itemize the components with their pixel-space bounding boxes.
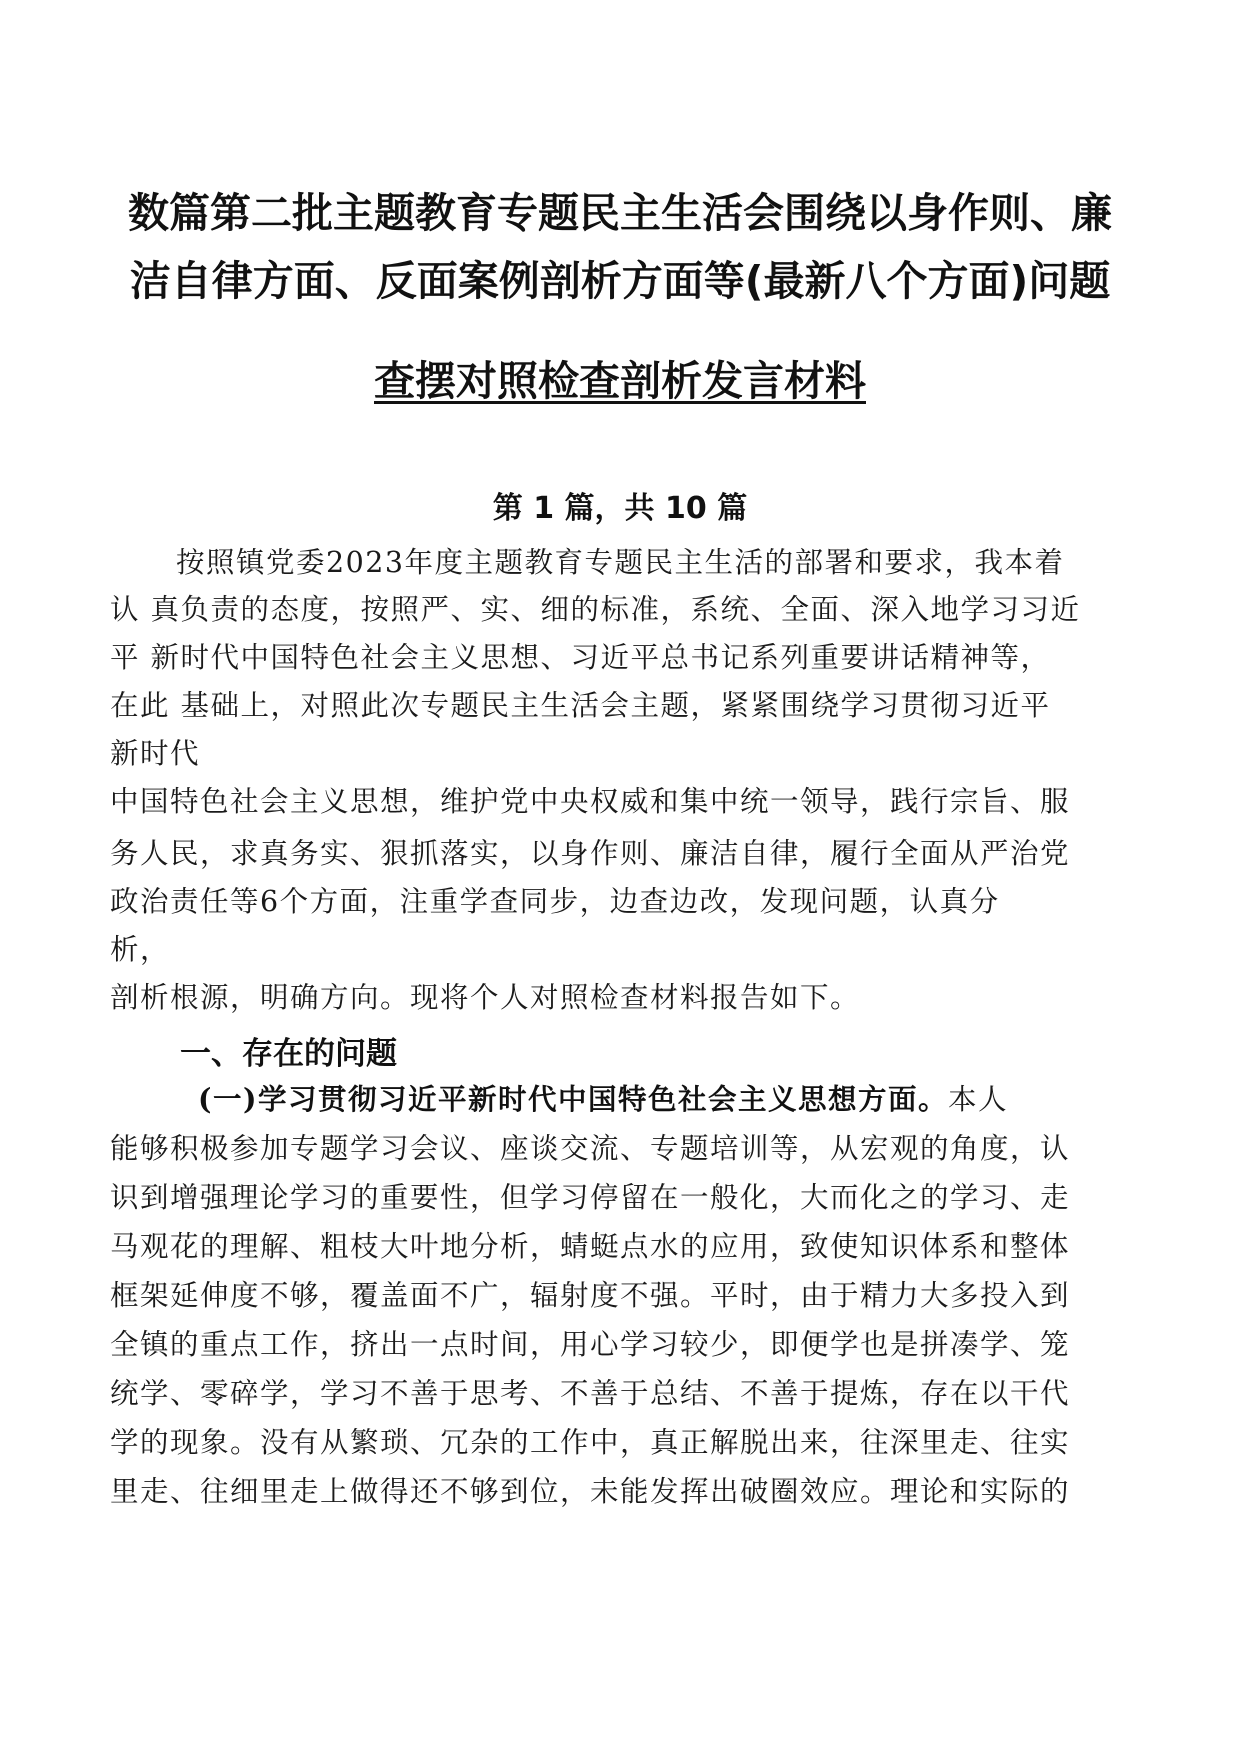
subsection-heading: (一)学习贯彻习近平新时代中国特色社会主义思想方面。 bbox=[198, 1082, 948, 1116]
subsection-first-line bbox=[198, 1077, 1008, 1118]
body-line-8: 里走、往细里走上做得还不够到位，未能发挥出破圈效应。理论和实际的 bbox=[110, 1475, 1071, 1508]
title-line-2: 洁自律方面、反面案例剖析方面等(最新八个方面)问题 bbox=[129, 257, 1111, 305]
body-line-6: 统学、零碎学，学习不善于思考、不善于总结、不善于提炼，存在以干代 bbox=[110, 1377, 1071, 1410]
title-line-1: 数篇第二批主题教育专题民主生活会围绕以身作则、廉 bbox=[128, 189, 1112, 237]
title-line-3-text: 查摆对照检查剖析发言材料 bbox=[374, 357, 866, 405]
body-line-1: 能够积极参加专题学习会议、座谈交流、专题培训等，从宏观的角度，认 bbox=[110, 1132, 1071, 1165]
intro-line-3: 平 新时代中国特色社会主义思想、习近平总书记系列重要讲话精神等， bbox=[110, 641, 1051, 674]
intro-line-1: 按照镇党委2023年度主题教育专题民主生活的部署和要求，我本着 bbox=[176, 546, 1065, 579]
part-label: 第 1 篇，共 10 篇 bbox=[492, 491, 748, 526]
intro-line-7: 务人民，求真务实、狠抓落实，以身作则、廉洁自律，履行全面从严治党 bbox=[110, 837, 1071, 870]
intro-line-2: 认 真负责的态度，按照严、实、细的标准，系统、全面、深入地学习习近 bbox=[110, 593, 1081, 626]
section-heading-1: 一、存在的问题 bbox=[180, 1036, 397, 1072]
body-line-4: 框架延伸度不够，覆盖面不广，辐射度不强。平时，由于精力大多投入到 bbox=[110, 1279, 1071, 1312]
intro-line-4: 在此 基础上，对照此次专题民主生活会主题，紧紧围绕学习贯彻习近平 bbox=[110, 689, 1051, 722]
body-line-5: 全镇的重点工作，挤出一点时间，用心学习较少，即便学也是拼凑学、笼 bbox=[110, 1328, 1071, 1361]
body-line-7: 学的现象。没有从繁琐、冗杂的工作中，真正解脱出来，往深里走、往实 bbox=[110, 1426, 1071, 1459]
intro-line-6: 中国特色社会主义思想，维护党中央权威和集中统一领导，践行宗旨、服 bbox=[110, 785, 1071, 818]
intro-line-5: 新时代 bbox=[110, 737, 201, 770]
title-line-3 bbox=[80, 348, 1160, 407]
intro-line-10: 剖析根源，明确方向。现将个人对照检查材料报告如下。 bbox=[110, 981, 861, 1014]
body-line-3: 马观花的理解、粗枝大叶地分析，蜻蜓点水的应用，致使知识体系和整体 bbox=[110, 1230, 1071, 1263]
subsection-first-tail: 本人 bbox=[947, 1083, 1008, 1116]
intro-line-9: 析， bbox=[110, 933, 171, 966]
body-line-2: 识到增强理论学习的重要性，但学习停留在一般化，大而化之的学习、走 bbox=[110, 1181, 1071, 1214]
intro-line-8: 政治责任等6个方面，注重学查同步，边查边改，发现问题，认真分 bbox=[110, 885, 1000, 918]
